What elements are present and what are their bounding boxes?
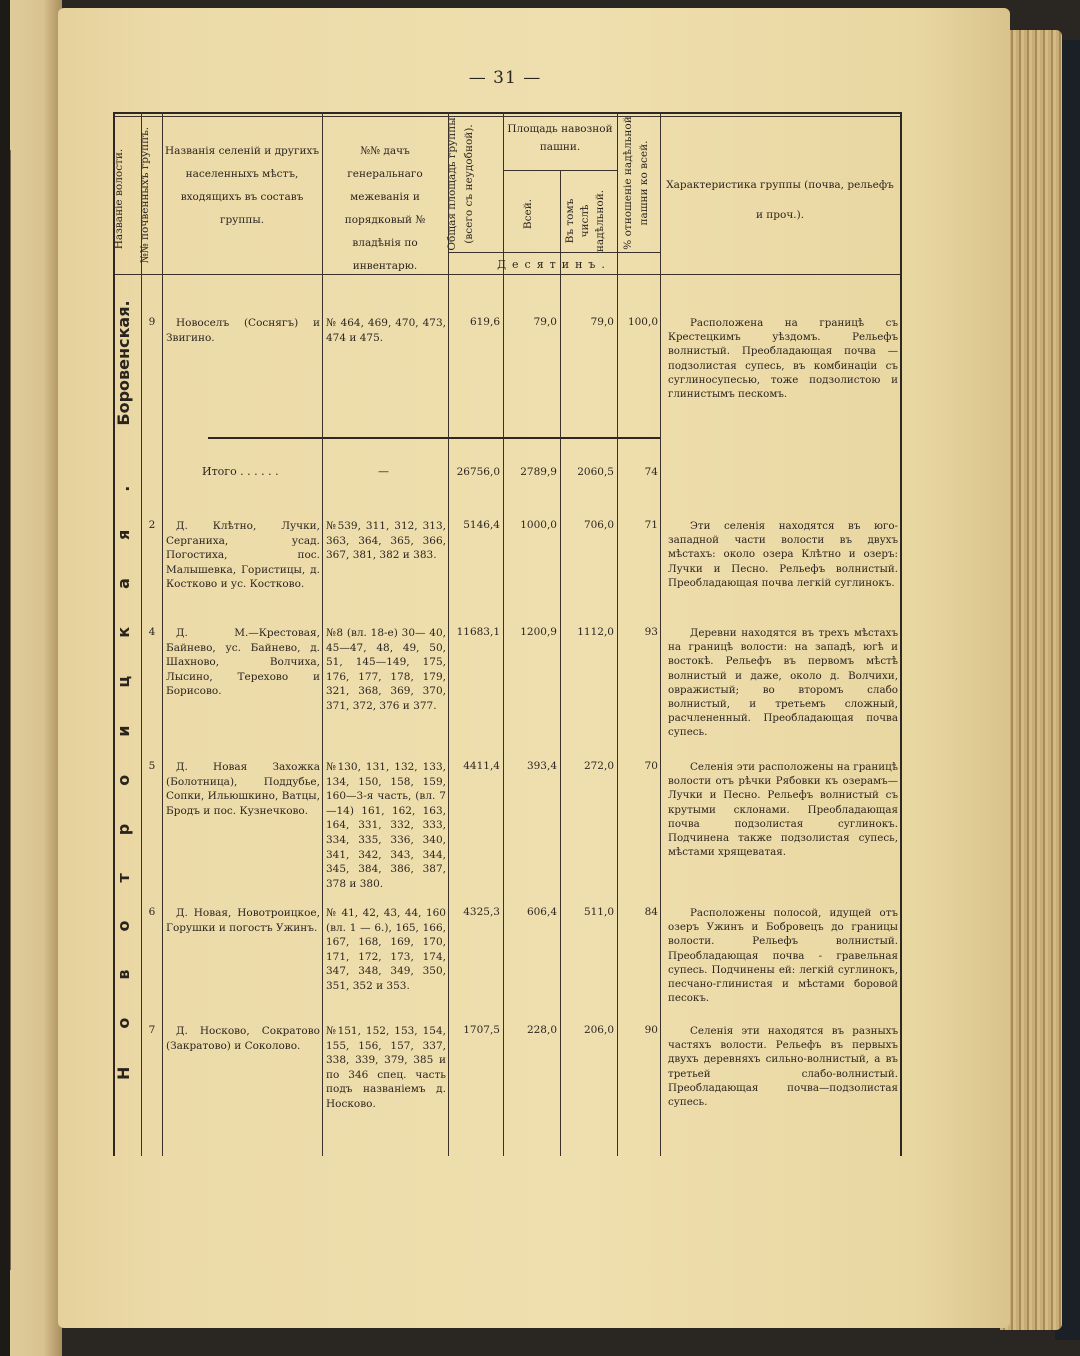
- group-number: 9: [148, 316, 156, 328]
- borovenskaya-end-rule: [208, 437, 660, 439]
- dachas-cell: №539, 311, 312, 313, 363, 364, 365, 366, 367, 381, 382 и 383.: [326, 520, 446, 562]
- itogo-allot: 2060,5: [577, 466, 614, 478]
- arable-value: 1000,0: [520, 519, 557, 531]
- header-volost: Названіе волости.: [113, 148, 125, 250]
- arable-value: 79,0: [533, 316, 557, 328]
- percent-value: 90: [644, 1024, 658, 1036]
- dachas-cell: № 41, 42, 43, 44, 160 (вл. 1 — 6.), 165, 166, 167, 168, 169, 170, 171, 172, 173, 174, 347, 348, 349, 350, 351, 352 и 353.: [326, 907, 446, 992]
- header-percent: % отношеніе надѣльной пашни ко всей.: [622, 116, 650, 250]
- characteristic-cell: Селенія эти находятся въ разныхъ частяхъ волости. Рельефъ въ первыхъ двухъ деревняхъ сильно-волнистый, а въ третьей слабо-волнистый. Преобладающая почва—подзолистая супесь.: [668, 1025, 898, 1109]
- percent-value: 84: [644, 906, 658, 918]
- allot-value: 1112,0: [577, 626, 614, 638]
- arable-value: 606,4: [526, 906, 557, 918]
- arable-value: 228,0: [526, 1024, 557, 1036]
- total-area-value: 5146,4: [463, 519, 500, 531]
- col-divider-pct: [660, 112, 661, 1156]
- volost-borovenskaya: Боровенская.: [114, 300, 133, 426]
- header-settlements: Названія селеній и другихъ населенныхъ мѣстъ, входящихъ въ составъ группы.: [164, 145, 320, 226]
- header-arable-allot: Въ томъ числѣ надѣльной.: [564, 189, 606, 253]
- percent-value: 70: [644, 760, 658, 772]
- allot-value: 206,0: [583, 1024, 614, 1036]
- left-page-rule: [10, 150, 11, 1270]
- itogo-label: Итого . . . . . .: [202, 465, 279, 478]
- percent-value: 100,0: [627, 316, 658, 328]
- header-group-no: №№ почвенныхъ группъ.: [139, 126, 151, 264]
- settlements-cell: Д. Клѣтно, Лучки, Серганиха, усад. Погостиха, пос. Малышевка, Гористицы, д. Костково и ус. Костково.: [166, 520, 320, 591]
- dachas-cell: №130, 131, 132, 133, 134, 150, 158, 159, 160—3-я часть, (вл. 7—14) 161, 162, 163, 164, 331, 332, 333, 334, 335, 336, 340, 341, 342, 343, 344, 345, 384, 386, 387, 378 и 380.: [326, 761, 446, 890]
- total-area-value: 4325,3: [463, 906, 500, 918]
- col-divider-group: [162, 112, 163, 1156]
- header-total-area: Общая площадь группы (всего съ неудобной).: [446, 117, 475, 251]
- itogo-total: 26756,0: [456, 466, 500, 478]
- header-characteristic: Характеристика группы (почва, рельефъ и проч.).: [666, 179, 894, 221]
- group-number: 4: [148, 626, 156, 638]
- col-divider-settlements: [322, 112, 323, 1156]
- page-number: — 31 —: [468, 68, 542, 88]
- arable-value: 1200,9: [520, 626, 557, 638]
- characteristic-cell: Селенія эти расположены на границѣ волости отъ рѣчки Рябовки къ озерамъ—Лучки и Песно. Рельефъ волнистый съ крутыми склонами. Преобладающая почва подзолистая суглинокъ. Подчинена также подзолистая супесь, мѣстами хрящеватая.: [668, 761, 898, 859]
- itogo-arable: 2789,9: [520, 466, 557, 478]
- percent-value: 93: [644, 626, 658, 638]
- characteristic-cell: Расположены полосой, идущей отъ озеръ Ужинъ и Бобровецъ до границы волости. Рельефъ волнистый. Преобладающая почва - гравельная супесь. Подчинены ей: легкій суглинокъ, песчано-глинистая и мѣстами боровой песокъ.: [668, 907, 898, 1005]
- allot-value: 272,0: [583, 760, 614, 772]
- group-number: 2: [148, 519, 156, 531]
- group-number: 6: [148, 906, 156, 918]
- settlements-cell: Д. Новая, Новотроицкое, Горушки и погостъ Ужинъ.: [166, 907, 320, 934]
- header-arable: Площадь навозной пашни.: [507, 123, 613, 153]
- characteristic-cell: Эти селенія находятся въ юго-западной части волости въ двухъ мѣстахъ: около озера Клѣтно и озеръ: Лучки и Песно. Рельефъ волнистый. Преобладающая почва легкій суглинокъ.: [668, 520, 898, 589]
- total-area-value: 11683,1: [456, 626, 500, 638]
- settlements-cell: Новоселъ (Соснягъ) и Звигино.: [166, 317, 320, 344]
- total-area-value: 619,6: [469, 316, 500, 328]
- settlements-cell: Д. Носково, Сократово (Закратово) и Соколово.: [166, 1025, 320, 1052]
- characteristic-cell: Деревни находятся въ трехъ мѣстахъ на границѣ волости: на западѣ, югѣ и востокѣ. Рельефъ въ первомъ мѣстѣ волнистый и даже, около д. Волчихи, овражистый; во второмъ слабо волнистый, и третьемъ сложный, расчлененный. Преобладающая почва супесь.: [668, 627, 898, 739]
- left-page-edge: [0, 0, 62, 1356]
- dachas-cell: №151, 152, 153, 154, 155, 156, 157, 337, 338, 339, 379, 385 и по 346 спец. часть подъ названіемъ д. Носково.: [326, 1025, 446, 1110]
- header-units: Десятинъ.: [497, 258, 611, 271]
- itogo-dachas: —: [378, 465, 389, 478]
- table-top-rule: [113, 112, 901, 114]
- group-number: 7: [148, 1024, 156, 1036]
- characteristic-cell: Расположена на границѣ съ Крестецкимъ уѣздомъ. Рельефъ волнистый. Преобладающая почва — подзолистая супесь, въ комбинаціи съ суглиносупесью, тоже подзолистою и глинистымъ пескомъ.: [668, 317, 898, 401]
- header-dachas: №№ дачъ генеральнаго межеванія и порядковый № владѣнія по инвентарю.: [344, 145, 426, 272]
- binding-shadow: [0, 0, 10, 1356]
- table-top-rule-inner: [113, 116, 901, 117]
- header-bottom-rule: [113, 274, 901, 275]
- settlements-cell: Д. М.—Крестовая, Байнево, ус. Байнево, д. Шахново, Волчиха, Лысино, Терехово и Борисово.: [166, 627, 320, 698]
- total-area-value: 1707,5: [463, 1024, 500, 1036]
- dachas-cell: №8 (вл. 18-е) 30— 40, 45—47, 48, 49, 50, 51, 145—149, 175, 176, 177, 178, 179, 321, 368, 369, 370, 371, 372, 376 и 377.: [326, 627, 446, 712]
- percent-value: 71: [644, 519, 658, 531]
- group-number: 5: [148, 760, 156, 772]
- itogo-percent: 74: [644, 466, 658, 478]
- allot-value: 79,0: [590, 316, 614, 328]
- volost-novotroitskaya: Новотроицкая.: [114, 447, 133, 1080]
- col-right-border: [900, 112, 902, 1156]
- dachas-cell: № 464, 469, 470, 473, 474 и 475.: [326, 317, 446, 344]
- settlements-cell: Д. Новая Захожка (Болотница), Поддубье, Сопки, Ильюшкино, Ватцы, Бродъ и пос. Кузнечково.: [166, 761, 320, 817]
- allot-value: 706,0: [583, 519, 614, 531]
- allot-value: 511,0: [583, 906, 614, 918]
- total-area-value: 4411,4: [463, 760, 500, 772]
- header-arable-all: Всей.: [522, 198, 534, 230]
- arable-value: 393,4: [526, 760, 557, 772]
